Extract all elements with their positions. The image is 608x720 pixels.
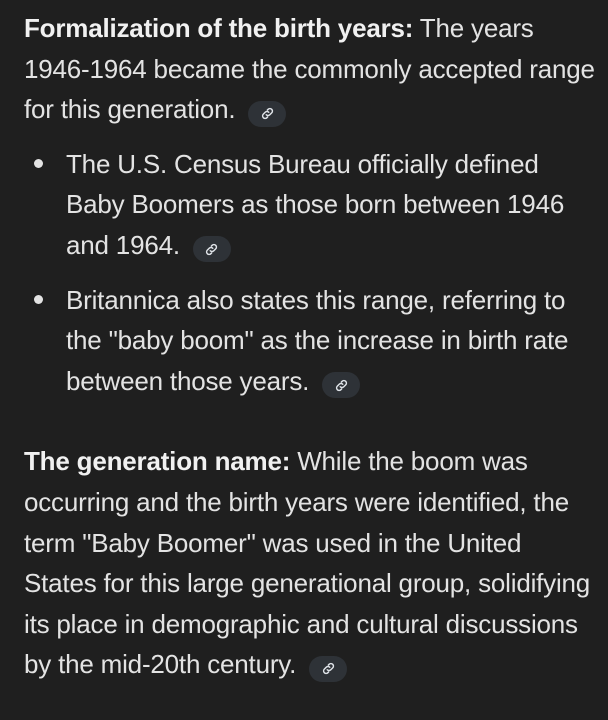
heading-birth-years: Formalization of the birth years:: [24, 13, 414, 43]
citation-chip[interactable]: [248, 101, 286, 127]
paragraph-birth-years: [24, 8, 596, 130]
link-icon: [260, 106, 275, 121]
text-generation-name: While the boom was occurring and the birth years were identified, the term "Baby Boomer" was used in the United States for this large generational group, solidifying its place in demographic and cultural discussions by the mid-20th century.: [24, 446, 591, 680]
citation-chip[interactable]: [309, 656, 347, 682]
citation-chip[interactable]: [193, 236, 231, 262]
spacer: [24, 415, 596, 441]
paragraph-generation-name: [24, 441, 596, 685]
list-item: [24, 144, 596, 266]
bullet-text: Britannica also states this range, referring to the "baby boom" as the increase in birth rate between those years.: [66, 284, 569, 396]
link-icon: [204, 242, 219, 257]
response-content: [24, 8, 596, 685]
bullet-list: [24, 144, 596, 402]
link-icon: [334, 378, 349, 393]
link-icon: [321, 661, 336, 676]
bullet-text: The U.S. Census Bureau officially defined Baby Boomers as those born between 1946 and 1964.: [66, 148, 565, 260]
heading-generation-name: The generation name:: [24, 446, 291, 477]
citation-chip[interactable]: [322, 372, 360, 398]
text-birth-years: The years 1946-1964 became the commonly accepted range for this generation.: [24, 13, 595, 125]
list-item: [24, 280, 596, 402]
